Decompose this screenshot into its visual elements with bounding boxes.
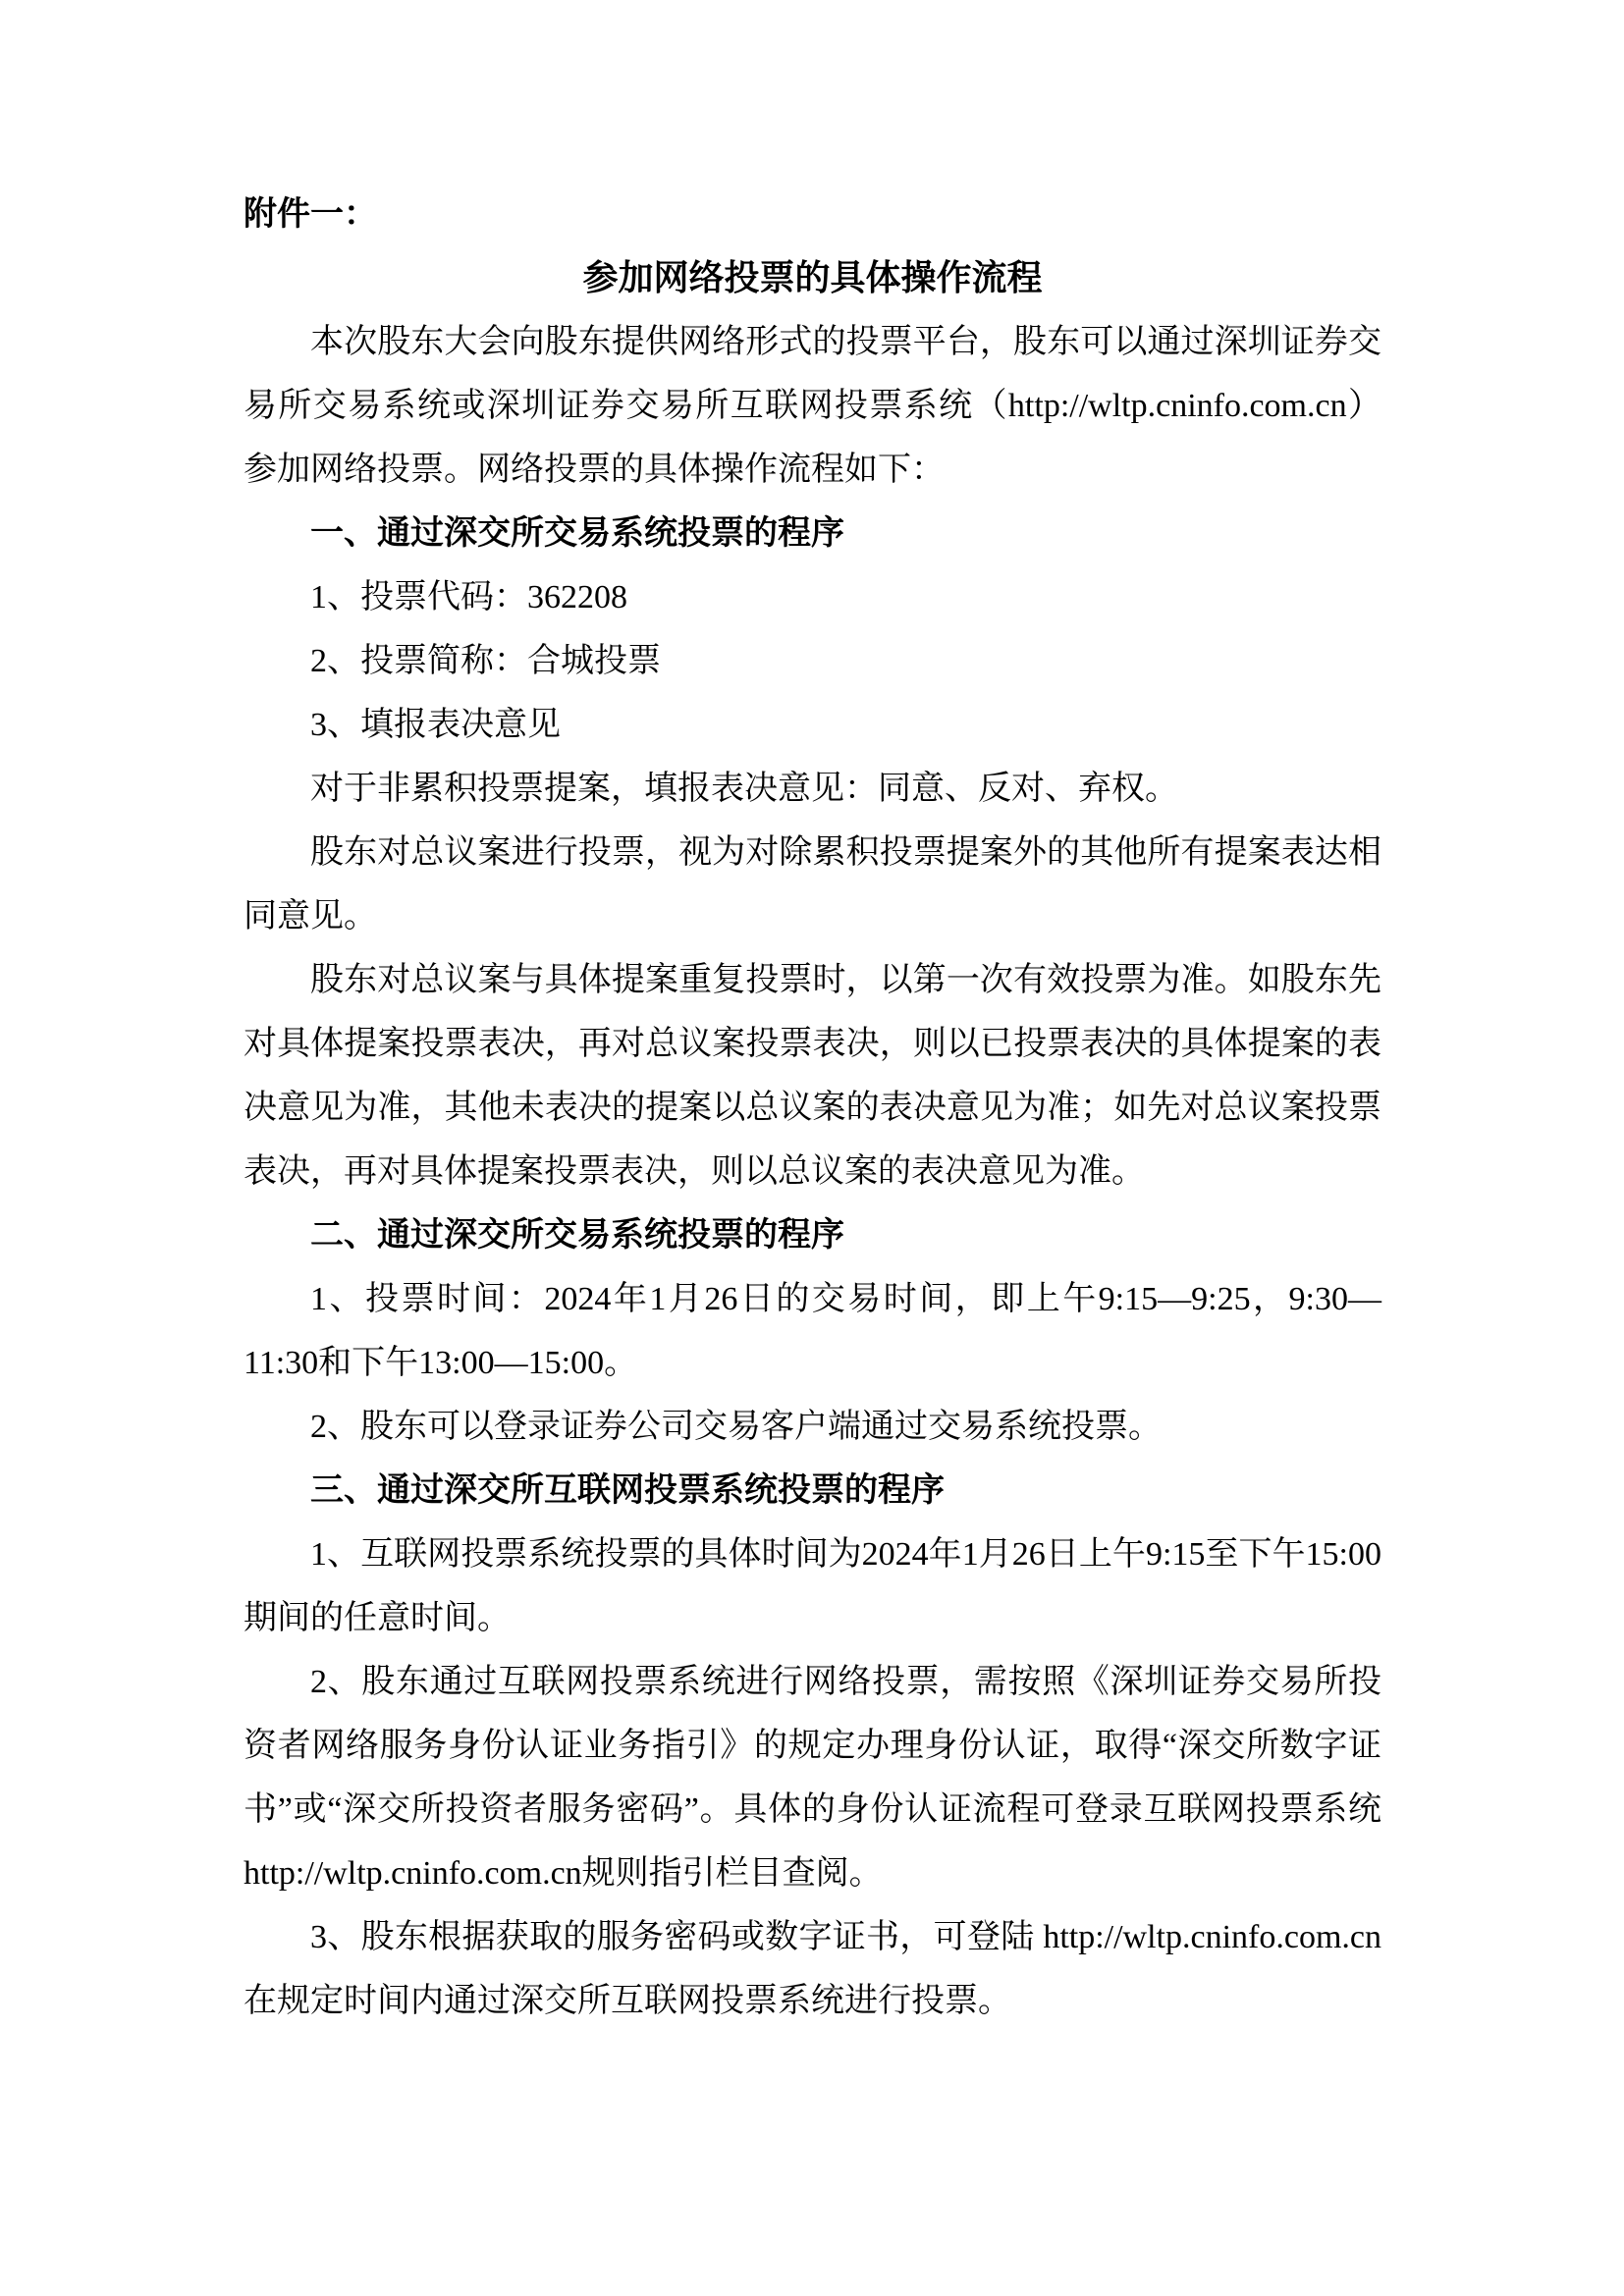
body-paragraph: 本次股东大会向股东提供网络形式的投票平台，股东可以通过深圳证券交易所交易系统或深圳证券交易所互联网投票系统（http://wltp.cninfo.com.cn）参加网络投票。网络投票的具体操作流程如下：	[244, 324, 1381, 488]
attachment-label: 附件一：	[244, 196, 377, 233]
body-paragraph: 2、股东通过互联网投票系统进行网络投票，需按照《深圳证券交易所投资者网络服务身份认证业务指引》的规定办理身份认证，取得“深交所数字证书”或“深交所投资者服务密码”。具体的身份认证流程可登录互联网投票系统http://wltp.cninfo.com.cn规则指引栏目查阅。	[244, 1664, 1381, 1892]
body-paragraph: 3、股东根据获取的服务密码或数字证书，可登陆 http://wltp.cninfo.com.cn在规定时间内通过深交所互联网投票系统进行投票。	[244, 1919, 1381, 2019]
body-paragraph: 股东对总议案与具体提案重复投票时，以第一次有效投票为准。如股东先对具体提案投票表决，再对总议案投票表决，则以已投票表决的具体提案的表决意见为准，其他未表决的提案以总议案的表决意见为准；如先对总议案投票表决，再对具体提案投票表决，则以总议案的表决意见为准。	[244, 962, 1381, 1190]
body-paragraph: 股东对总议案进行投票，视为对除累积投票提案外的其他所有提案表达相同意见。	[244, 834, 1381, 934]
section-heading: 三、通过深交所互联网投票系统投票的程序	[310, 1472, 945, 1509]
document-body	[244, 183, 1381, 2033]
list-item: 3、填报表决意见	[310, 707, 561, 743]
body-paragraph: 1、投票时间：2024年1月26日的交易时间，即上午9:15—9:25，9:30—11:30和下午13:00—15:00。	[244, 1281, 1381, 1381]
section-heading: 一、通过深交所交易系统投票的程序	[310, 515, 844, 552]
list-item: 2、投票简称：合城投票	[310, 643, 661, 679]
body-paragraph: 2、股东可以登录证券公司交易客户端通过交易系统投票。	[310, 1409, 1162, 1445]
body-paragraph: 1、互联网投票系统投票的具体时间为2024年1月26日上午9:15至下午15:00期间的任意时间。	[244, 1536, 1381, 1636]
document-title: 参加网络投票的具体操作流程	[582, 258, 1043, 297]
section-heading: 二、通过深交所交易系统投票的程序	[310, 1217, 844, 1254]
body-paragraph: 对于非累积投票提案，填报表决意见：同意、反对、弃权。	[310, 771, 1178, 807]
list-item: 1、投票代码：362208	[310, 579, 627, 615]
